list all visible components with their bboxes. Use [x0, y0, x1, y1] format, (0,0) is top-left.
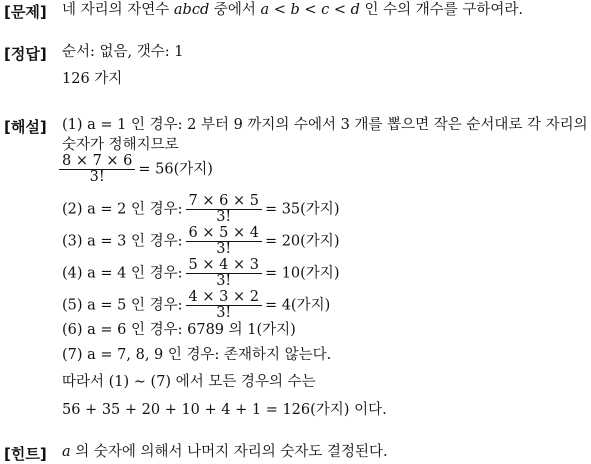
- fraction: $\frac{7 \times 6 \times 5}{3!}$: [186, 194, 262, 225]
- solution-label: [해설]: [4, 118, 47, 136]
- case-4-line: (4) a = 4 인 경우: $\frac{5 \times 4 \times 3}{3!}$ = 10(가지): [62, 257, 340, 289]
- fraction: $\frac{6 \times 5 \times 4}{3!}$: [186, 226, 262, 257]
- case-7-line: (7) a = 7, 8, 9 인 경우: 존재하지 않는다.: [62, 347, 332, 363]
- answer-line-1: 순서: 없음, 갯수: 1: [62, 44, 184, 60]
- case-5-line: (5) a = 5 인 경우: $\frac{4 \times 3 \times 2}{3!}$ = 4(가지): [62, 289, 331, 321]
- solution-case-1-cont: 숫자가 정해지므로: [62, 137, 179, 153]
- answer-line-2: 126 가지: [62, 71, 123, 87]
- case-2-line: (2) a = 2 인 경우: $\frac{7 \times 6 \times 5}{3!}$ = 35(가지): [62, 193, 340, 225]
- hint-text: a 의 숫자에 의해서 나머지 자리의 숫자도 결정된다.: [62, 444, 388, 460]
- case-1-equation: $\frac{8 \times 7 \times 6}{3!}$ = 56(가지): [56, 154, 213, 185]
- problem-label: [문제]: [4, 3, 47, 21]
- summary-line: 따라서 (1) ∼ (7) 에서 모든 경우의 수는: [62, 374, 316, 390]
- fraction: $\frac{5 \times 4 \times 3}{3!}$: [186, 258, 262, 289]
- fraction: $\frac{4 \times 3 \times 2}{3!}$: [186, 290, 262, 321]
- hint-label: [힌트]: [4, 445, 47, 463]
- solution-case-1: (1) a = 1 인 경우: 2 부터 9 까지의 수에서 3 개를 뽑으면 작은 순서대로 각 자리의: [62, 117, 588, 133]
- case-3-line: (3) a = 3 인 경우: $\frac{6 \times 5 \times 4}{3!}$ = 20(가지): [62, 225, 340, 257]
- problem-statement: 네 자리의 자연수 abcd 중에서 a < b < c < d 인 수의 개수를 구하여라.: [62, 2, 524, 18]
- total-line: 56 + 35 + 20 + 10 + 4 + 1 = 126(가지) 이다.: [62, 402, 387, 418]
- answer-label: [정답]: [4, 45, 47, 63]
- case-6-line: (6) a = 6 인 경우: 6789 의 1(가지): [62, 322, 296, 338]
- fraction: $\frac{8 \times 7 \times 6}{3!}$: [59, 154, 135, 185]
